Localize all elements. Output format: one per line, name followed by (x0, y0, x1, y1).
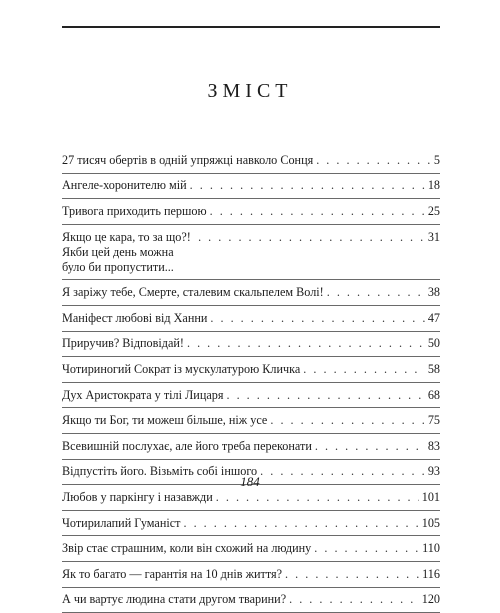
toc-heading: ЗМІСТ (0, 80, 500, 103)
leader-dots (210, 311, 424, 326)
toc-entry-page: 75 (428, 413, 440, 428)
toc-entry (62, 408, 440, 434)
toc-entry-title: Маніфест любові від Ханни (62, 311, 207, 326)
leader-dots (315, 439, 425, 454)
leader-dots (183, 516, 418, 531)
toc-entry-title: Чотирилапий Гуманіст (62, 516, 180, 531)
toc-entry-page: 105 (422, 516, 440, 531)
toc-entry-title: Тривога приходить першою (62, 204, 207, 219)
toc-entry-page: 47 (428, 311, 440, 326)
toc-entry (62, 306, 440, 332)
toc-entry-title: Приручив? Відповідай! (62, 336, 184, 351)
toc-entry-page: 83 (428, 439, 440, 454)
toc-entry-page: 50 (428, 336, 440, 351)
toc-entry-title: А чи вартує людина стати другом тварини? (62, 592, 286, 607)
toc-entry-page: 110 (422, 541, 440, 556)
toc-entry (62, 199, 440, 225)
toc-entry (62, 148, 440, 174)
toc-entry-title: 27 тисяч обертів в одній упряжці навколо Сонця (62, 153, 313, 168)
toc-entry-page: 58 (428, 362, 440, 377)
toc-entry-title: Відпустіть його. Візьміть собі іншого (62, 464, 257, 479)
toc-entry (62, 332, 440, 358)
leader-dots (285, 567, 419, 582)
toc-entry (62, 562, 440, 588)
toc-entry-title: Чотириногий Сократ із мускулатурою Кличка (62, 362, 300, 377)
toc-entry-page: 101 (422, 490, 440, 505)
leader-dots (226, 388, 424, 403)
leader-dots (327, 285, 425, 300)
toc-entry-title: Любов у паркінгу і назавжди (62, 490, 213, 505)
toc-entry (62, 536, 440, 562)
table-of-contents (62, 148, 440, 613)
leader-dots (289, 592, 419, 607)
toc-entry-title: Дух Аристократа у тілі Лицаря (62, 388, 223, 403)
toc-entry (62, 174, 440, 200)
leader-dots (210, 204, 425, 219)
toc-entry-title: Всевишній послухає, але його треба переконати (62, 439, 312, 454)
toc-entry (62, 280, 440, 306)
leader-dots (314, 541, 419, 556)
toc-entry-page: 93 (428, 464, 440, 479)
toc-entry-page: 116 (422, 567, 440, 582)
toc-entry (62, 383, 440, 409)
leader-dots (187, 336, 425, 351)
toc-entry-page: 31 (428, 230, 440, 245)
toc-entry-page: 38 (428, 285, 440, 300)
toc-entry-page: 25 (428, 204, 440, 219)
toc-entry-title: Як то багато — гарантія на 10 днів життя? (62, 567, 282, 582)
leader-dots (216, 490, 419, 505)
toc-entry (62, 357, 440, 383)
toc-entry-page: 68 (428, 388, 440, 403)
toc-entry-page: 5 (434, 153, 440, 168)
leader-dots (303, 362, 425, 377)
toc-entry-title: Звір стає страшним, коли він схожий на людину (62, 541, 311, 556)
leader-dots (190, 178, 425, 193)
toc-entry (62, 588, 440, 613)
toc-entry (62, 434, 440, 460)
toc-entry-title: Якщо ти Бог, ти можеш більше, ніж усе (62, 413, 267, 428)
toc-entry-page: 18 (428, 178, 440, 193)
toc-entry-title: Я заріжу тебе, Смерте, сталевим скальпелем Волі! (62, 285, 324, 300)
toc-entry (62, 511, 440, 537)
toc-entry-title: Якщо це кара, то за що?! Якби цей день можна було би пропустити... (62, 230, 195, 275)
leader-dots (270, 413, 424, 428)
page-number: 184 (0, 474, 500, 490)
toc-entry-title: Ангеле-хоронителю мій (62, 178, 187, 193)
leader-dots (316, 153, 431, 168)
toc-entry-page: 120 (422, 592, 440, 607)
leader-dots (198, 230, 425, 245)
top-rule (62, 26, 440, 28)
toc-entry (62, 225, 440, 281)
